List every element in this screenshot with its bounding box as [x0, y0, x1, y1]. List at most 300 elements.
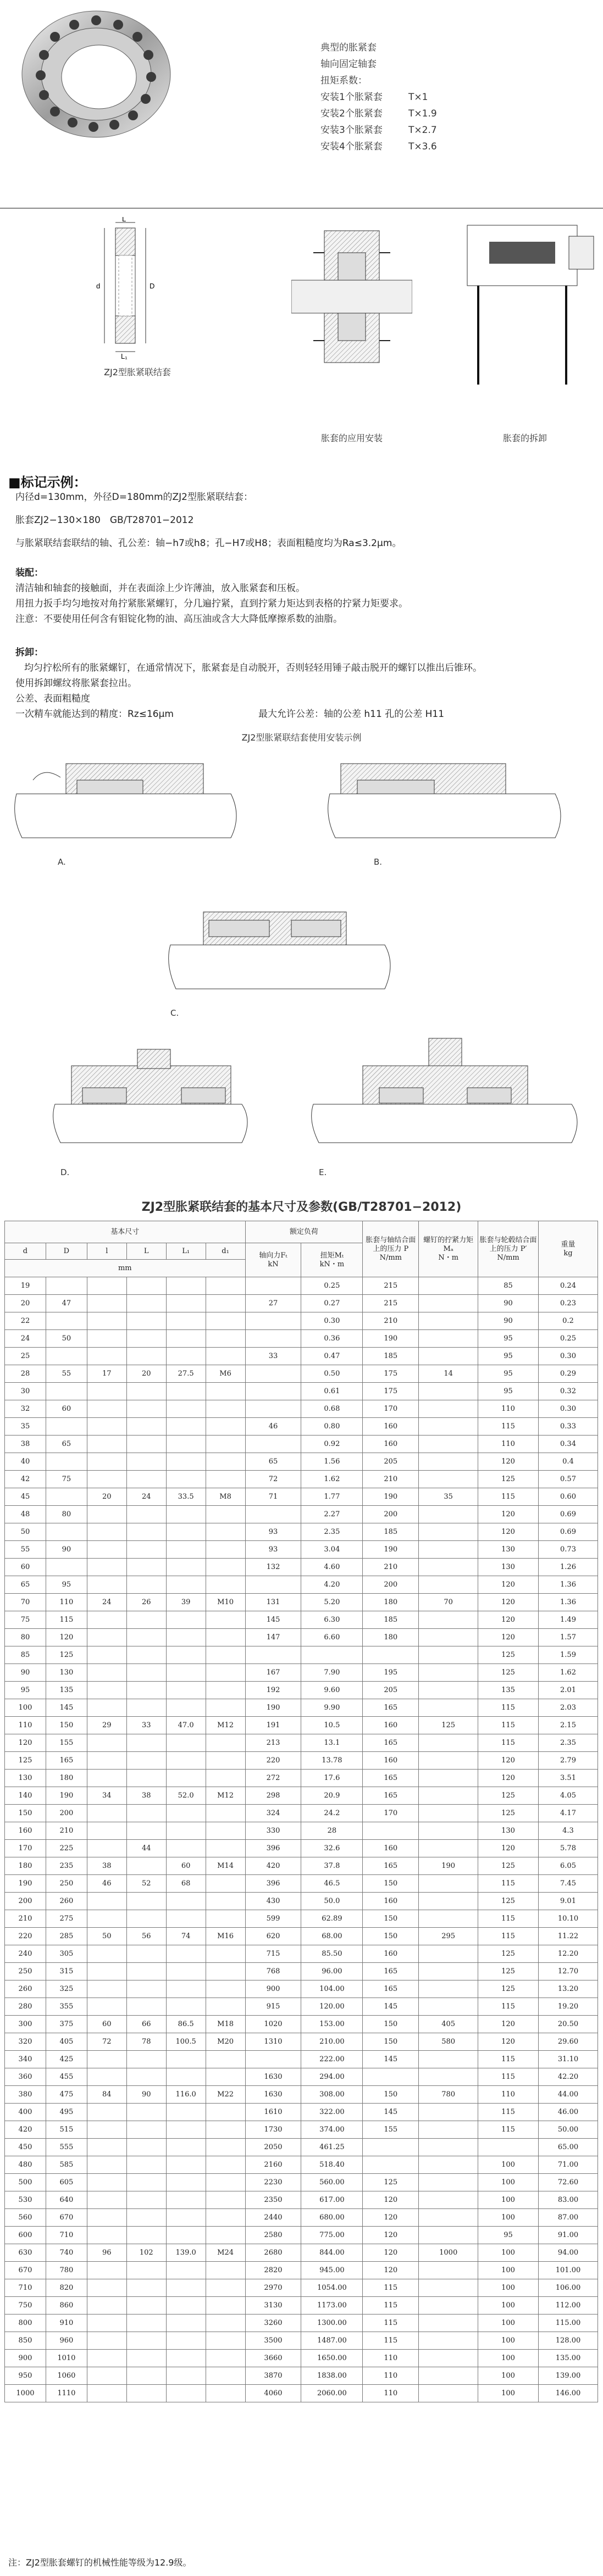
table-cell: 9.90	[301, 1699, 363, 1717]
table-cell	[166, 1418, 206, 1436]
table-cell: 100	[478, 2297, 539, 2314]
table-cell: 405	[419, 2016, 478, 2033]
table-cell: 670	[5, 2262, 46, 2279]
table-cell: 95	[478, 1383, 539, 1400]
table-cell	[206, 2156, 245, 2174]
table-cell	[166, 1312, 206, 1330]
table-cell	[166, 1277, 206, 1295]
table-cell: 165	[363, 1787, 419, 1805]
table-cell: 294.00	[301, 2068, 363, 2086]
table-cell	[126, 1998, 166, 2016]
table-cell	[206, 1770, 245, 1787]
table-cell: 112.00	[539, 2297, 598, 2314]
table-cell	[166, 1998, 206, 2016]
table-cell: 46.5	[301, 1875, 363, 1893]
table-cell	[206, 1418, 245, 1436]
table-cell: 175	[363, 1365, 419, 1383]
table-cell: 120	[5, 1734, 46, 1752]
table-cell: 65	[46, 1436, 87, 1453]
table-cell: 220	[5, 1928, 46, 1945]
table-cell: 30	[5, 1383, 46, 1400]
table-cell	[166, 1541, 206, 1559]
table-cell: 11.22	[539, 1928, 598, 1945]
table-cell: 160	[363, 1752, 419, 1770]
table-cell: 20	[126, 1365, 166, 1383]
table-cell	[87, 1506, 126, 1523]
table-cell: 375	[46, 2016, 87, 2033]
table-row	[5, 1945, 598, 1963]
table-cell	[166, 2068, 206, 2086]
table-cell: 125	[478, 1471, 539, 1488]
table-cell: 135.00	[539, 2350, 598, 2367]
table-cell	[419, 1805, 478, 1822]
table-cell: 71.00	[539, 2156, 598, 2174]
table-cell	[363, 1646, 419, 1664]
table-cell: 65.00	[539, 2139, 598, 2156]
table-cell: 130	[478, 1559, 539, 1576]
table-cell	[419, 1453, 478, 1471]
table-row	[5, 1312, 598, 1330]
table-cell	[419, 2104, 478, 2121]
table-cell: 115	[478, 1699, 539, 1717]
table-row	[5, 2244, 598, 2262]
table-cell	[419, 1752, 478, 1770]
table-cell	[87, 2350, 126, 2367]
features-list	[320, 40, 437, 155]
table-cell: 1300.00	[301, 2314, 363, 2332]
table-cell: 120	[478, 1629, 539, 1646]
table-cell	[46, 1383, 87, 1400]
table-cell: 910	[46, 2314, 87, 2332]
table-cell: 272	[245, 1770, 301, 1787]
spec-table	[4, 1221, 598, 2402]
table-row	[5, 2262, 598, 2279]
table-cell	[419, 2227, 478, 2244]
table-cell	[245, 1506, 301, 1523]
table-cell: 68	[166, 1875, 206, 1893]
assembly-line: 用扭力扳手均匀地按对角拧紧胀紧螺钉，分几遍拧紧，直到拧紧力矩达到表格的拧紧力矩要求。	[15, 598, 408, 609]
table-cell: 150	[363, 2033, 419, 2051]
table-cell: 240	[5, 1945, 46, 1963]
table-cell: 2230	[245, 2174, 301, 2191]
table-cell	[206, 2332, 245, 2350]
table-row	[5, 1805, 598, 1822]
table-cell	[206, 1348, 245, 1365]
table-row	[5, 1857, 598, 1875]
table-cell: 1.36	[539, 1576, 598, 1594]
table-cell	[87, 1471, 126, 1488]
table-cell	[126, 1629, 166, 1646]
table-cell	[166, 1664, 206, 1682]
table-cell: 47	[46, 1295, 87, 1312]
table-cell: 100	[478, 2367, 539, 2385]
coef-value: T×2.7	[408, 125, 437, 136]
table-cell: 26	[126, 1594, 166, 1611]
table-row	[5, 2016, 598, 2033]
table-cell: 425	[46, 2051, 87, 2068]
table-cell: 130	[46, 1664, 87, 1682]
table-cell: 6.05	[539, 1857, 598, 1875]
table-cell: 38	[126, 1787, 166, 1805]
table-cell	[46, 1488, 87, 1506]
table-cell: 555	[46, 2139, 87, 2156]
table-cell: 2350	[245, 2191, 301, 2209]
table-cell: 165	[363, 1963, 419, 1980]
table-cell: 125	[478, 1945, 539, 1963]
table-cell	[126, 1770, 166, 1787]
table-row	[5, 1893, 598, 1910]
table-cell	[126, 1559, 166, 1576]
table-cell: 298	[245, 1787, 301, 1805]
disassembly-line: 最大允许公差：轴的公差 h11 孔的公差 H11	[258, 709, 445, 720]
table-cell: 120	[478, 1576, 539, 1594]
table-cell	[126, 1436, 166, 1453]
table-cell	[206, 1875, 245, 1893]
table-cell: 599	[245, 1910, 301, 1928]
table-cell	[419, 2051, 478, 2068]
table-cell: 0.25	[301, 1277, 363, 1295]
table-cell	[419, 1436, 478, 1453]
table-cell: 160	[363, 1945, 419, 1963]
header-screw-torque: 螺钉的拧紧力矩 Mₐ N・m	[419, 1221, 478, 1277]
table-row	[5, 1646, 598, 1664]
table-cell: 775.00	[301, 2227, 363, 2244]
header-d: d	[5, 1243, 46, 1260]
table-cell: 1.49	[539, 1611, 598, 1629]
table-cell: 153.00	[301, 2016, 363, 2033]
table-cell: 340	[5, 2051, 46, 2068]
table-cell: 160	[363, 1436, 419, 1453]
table-cell: 190	[363, 1541, 419, 1559]
table-cell	[419, 1383, 478, 1400]
table-cell	[363, 2156, 419, 2174]
table-cell: 135	[478, 1682, 539, 1699]
table-cell: 2.79	[539, 1752, 598, 1770]
table-row	[5, 1400, 598, 1418]
usage-drawing-a	[11, 755, 242, 852]
table-cell	[126, 2367, 166, 2385]
table-cell: 165	[363, 1770, 419, 1787]
table-cell	[245, 1330, 301, 1348]
table-cell	[166, 2104, 206, 2121]
table-cell: 106.00	[539, 2279, 598, 2297]
table-cell: 31.10	[539, 2051, 598, 2068]
table-cell	[87, 1682, 126, 1699]
table-cell: 0.30	[539, 1348, 598, 1365]
table-cell: 1.77	[301, 1488, 363, 1506]
table-cell: 104.00	[301, 1980, 363, 1998]
table-cell	[206, 1312, 245, 1330]
table-cell	[206, 2367, 245, 2385]
marking-line: 内径d=130mm，外径D=180mm的ZJ2型胀紧联结套：	[15, 492, 253, 503]
table-row	[5, 1980, 598, 1998]
table-cell: 150	[363, 1910, 419, 1928]
usage-label-a: A.	[58, 857, 66, 867]
table-cell: 165	[46, 1752, 87, 1770]
table-cell: 250	[46, 1875, 87, 1893]
table-cell: 48	[5, 1506, 46, 1523]
table-cell	[166, 1453, 206, 1471]
table-cell	[126, 1453, 166, 1471]
table-cell: 14	[419, 1365, 478, 1383]
table-cell	[166, 2314, 206, 2332]
table-cell: 80	[5, 1629, 46, 1646]
table-cell: 915	[245, 1998, 301, 2016]
table-cell: 100	[478, 2262, 539, 2279]
table-cell	[206, 2227, 245, 2244]
table-cell: 235	[46, 1857, 87, 1875]
table-cell	[206, 2068, 245, 2086]
feature-line: 安装1个胀紧套	[320, 92, 383, 103]
disassembly-line: 均匀拧松所有的胀紧螺钉，在通常情况下，胀紧套是自动脱开，否则轻轻用锤子敲击脱开的螺钉以推出后锥环。	[24, 663, 482, 674]
table-cell: 200	[46, 1805, 87, 1822]
table-cell: 222.00	[301, 2051, 363, 2068]
table-cell	[126, 1295, 166, 1312]
table-cell: 140	[5, 1787, 46, 1805]
table-cell: 17	[87, 1365, 126, 1383]
table-cell: 110	[478, 1400, 539, 1418]
table-cell	[126, 1945, 166, 1963]
table-cell: 167	[245, 1664, 301, 1682]
table-cell	[419, 1471, 478, 1488]
table-cell: 28	[301, 1822, 363, 1840]
table-cell	[126, 1805, 166, 1822]
table-cell: 620	[245, 1928, 301, 1945]
table-cell: 155	[363, 2121, 419, 2139]
table-cell: 90	[478, 1295, 539, 1312]
table-cell: 110	[478, 2086, 539, 2104]
usage-drawing-c	[165, 901, 396, 1000]
table-cell	[46, 1348, 87, 1365]
table-cell	[166, 2350, 206, 2367]
table-cell: 1730	[245, 2121, 301, 2139]
table-cell: 94.00	[539, 2244, 598, 2262]
table-cell: 128.00	[539, 2332, 598, 2350]
table-cell: 1310	[245, 2033, 301, 2051]
table-row	[5, 1348, 598, 1365]
table-cell: 2.35	[301, 1523, 363, 1541]
table-cell: 205	[363, 1682, 419, 1699]
table-cell	[419, 2262, 478, 2279]
table-cell: 6.60	[301, 1629, 363, 1646]
table-cell	[419, 2068, 478, 2086]
table-cell	[206, 1945, 245, 1963]
table-cell: 1000	[419, 2244, 478, 2262]
table-cell: 285	[46, 1928, 87, 1945]
table-cell: 360	[5, 2068, 46, 2086]
table-cell: 120	[478, 1840, 539, 1857]
table-cell: 430	[245, 1893, 301, 1910]
table-cell: 210	[363, 1312, 419, 1330]
table-cell: 220	[245, 1752, 301, 1770]
table-cell: 80	[46, 1506, 87, 1523]
table-cell: 175	[363, 1383, 419, 1400]
table-cell	[206, 2297, 245, 2314]
table-cell: 2820	[245, 2262, 301, 2279]
table-cell	[419, 2297, 478, 2314]
table-cell: 160	[363, 1840, 419, 1857]
table-cell: 1020	[245, 2016, 301, 2033]
table-cell: 115	[478, 1910, 539, 1928]
table-cell	[126, 2385, 166, 2402]
table-cell: 33	[245, 1348, 301, 1365]
table-cell	[245, 1436, 301, 1453]
table-cell: 115	[46, 1611, 87, 1629]
table-cell	[87, 1330, 126, 1348]
table-row	[5, 1717, 598, 1734]
table-cell	[87, 1893, 126, 1910]
table-cell: 1487.00	[301, 2332, 363, 2350]
table-cell: 715	[245, 1945, 301, 1963]
table-cell	[206, 2174, 245, 2191]
table-cell: 37.8	[301, 1857, 363, 1875]
table-row	[5, 2068, 598, 2086]
table-cell: 480	[5, 2156, 46, 2174]
header-L1: L₁	[166, 1243, 206, 1260]
table-cell	[245, 1365, 301, 1383]
table-cell: 400	[5, 2104, 46, 2121]
table-cell: 295	[419, 1928, 478, 1945]
table-cell: 115	[478, 1717, 539, 1734]
table-cell: 10.10	[539, 1910, 598, 1928]
table-cell	[245, 1312, 301, 1330]
table-cell: 2.03	[539, 1699, 598, 1717]
coef-value: T×3.6	[408, 141, 437, 152]
table-cell	[419, 1611, 478, 1629]
table-cell	[87, 2227, 126, 2244]
table-cell	[87, 2068, 126, 2086]
table-cell: 160	[363, 1418, 419, 1436]
table-cell: 125	[478, 1805, 539, 1822]
table-cell	[206, 1436, 245, 1453]
table-cell: 145	[363, 2051, 419, 2068]
table-cell: 91.00	[539, 2227, 598, 2244]
table-cell	[206, 1998, 245, 2016]
table-cell: 120	[363, 2209, 419, 2227]
table-cell: 150	[363, 2016, 419, 2033]
table-cell	[206, 1646, 245, 1664]
table-cell: 139.0	[166, 2244, 206, 2262]
table-cell: 0.61	[301, 1383, 363, 1400]
table-cell: 120	[478, 2033, 539, 2051]
table-cell: 300	[5, 2016, 46, 2033]
table-cell: 2160	[245, 2156, 301, 2174]
table-cell	[126, 1576, 166, 1594]
table-cell	[126, 2279, 166, 2297]
table-cell: 150	[363, 1928, 419, 1945]
table-cell	[126, 2068, 166, 2086]
table-cell	[206, 2262, 245, 2279]
feature-line: 典型的胀紧套	[320, 42, 377, 53]
table-cell: 280	[5, 1998, 46, 2016]
table-cell	[206, 2051, 245, 2068]
dim-D-label: D	[150, 282, 155, 290]
table-cell: 4.05	[539, 1787, 598, 1805]
table-cell: 120	[46, 1629, 87, 1646]
table-row	[5, 1523, 598, 1541]
table-cell	[166, 2367, 206, 2385]
table-cell: 78	[126, 2033, 166, 2051]
table-cell	[206, 1506, 245, 1523]
table-cell: 130	[5, 1770, 46, 1787]
table-row	[5, 2086, 598, 2104]
table-cell: 120	[478, 1506, 539, 1523]
assembly-line: 注意：不要使用任何含有钼锭化物的油、高压油或含大大降低摩擦系数的油脂。	[15, 614, 342, 625]
table-cell: 120	[478, 2016, 539, 2033]
table-cell	[206, 2191, 245, 2209]
table-cell	[419, 1295, 478, 1312]
table-cell	[166, 1805, 206, 1822]
usage-label-c: C.	[170, 1008, 179, 1018]
table-cell	[206, 2139, 245, 2156]
table-cell: 308.00	[301, 2086, 363, 2104]
table-cell	[46, 1559, 87, 1576]
table-cell: 160	[363, 1717, 419, 1734]
table-cell: 35	[419, 1488, 478, 1506]
table-cell	[206, 2104, 245, 2121]
table-cell	[46, 1277, 87, 1295]
table-cell: 86.5	[166, 2016, 206, 2033]
table-cell: 0.30	[301, 1312, 363, 1330]
table-cell	[87, 1418, 126, 1436]
table-row	[5, 2385, 598, 2402]
table-cell	[166, 1770, 206, 1787]
table-cell: 27.5	[166, 1365, 206, 1383]
table-cell	[206, 1541, 245, 1559]
table-cell: 192	[245, 1682, 301, 1699]
table-cell: 19.20	[539, 1998, 598, 2016]
table-cell	[166, 1576, 206, 1594]
table-cell: 165	[363, 1734, 419, 1752]
table-cell	[166, 2385, 206, 2402]
table-cell	[126, 1910, 166, 1928]
table-cell: 275	[46, 1910, 87, 1928]
table-cell: 93	[245, 1523, 301, 1541]
table-row	[5, 1664, 598, 1682]
table-cell	[126, 2314, 166, 2332]
table-cell	[166, 1523, 206, 1541]
table-cell	[419, 2121, 478, 2139]
header-axial-force: 轴向力Fₜ kN	[245, 1243, 301, 1277]
table-cell: 2440	[245, 2209, 301, 2227]
table-row	[5, 1611, 598, 1629]
table-cell: M14	[206, 1857, 245, 1875]
table-cell	[46, 1523, 87, 1541]
table-cell: 850	[5, 2332, 46, 2350]
table-cell: 150	[5, 1805, 46, 1822]
table-cell	[206, 1523, 245, 1541]
table-cell: 32.6	[301, 1840, 363, 1857]
header-D: D	[46, 1243, 87, 1260]
removal-drawing	[456, 209, 599, 390]
header-hub-pressure: 胀套与轮毂结合面上的压力 P′ N/mm	[478, 1221, 539, 1277]
table-cell	[126, 1664, 166, 1682]
table-cell	[87, 1383, 126, 1400]
table-cell	[126, 1400, 166, 1418]
disassembly-title: 拆卸：	[15, 647, 43, 658]
table-row	[5, 1910, 598, 1928]
feature-line: 安装2个胀紧套	[320, 108, 383, 119]
table-cell: 110	[363, 2385, 419, 2402]
table-cell: 0.60	[539, 1488, 598, 1506]
table-cell	[301, 1646, 363, 1664]
table-cell: 1630	[245, 2068, 301, 2086]
table-cell: 50	[46, 1330, 87, 1348]
table-cell	[87, 1312, 126, 1330]
table-cell: 120	[478, 1752, 539, 1770]
table-cell: 4.60	[301, 1559, 363, 1576]
table-row	[5, 2350, 598, 2367]
